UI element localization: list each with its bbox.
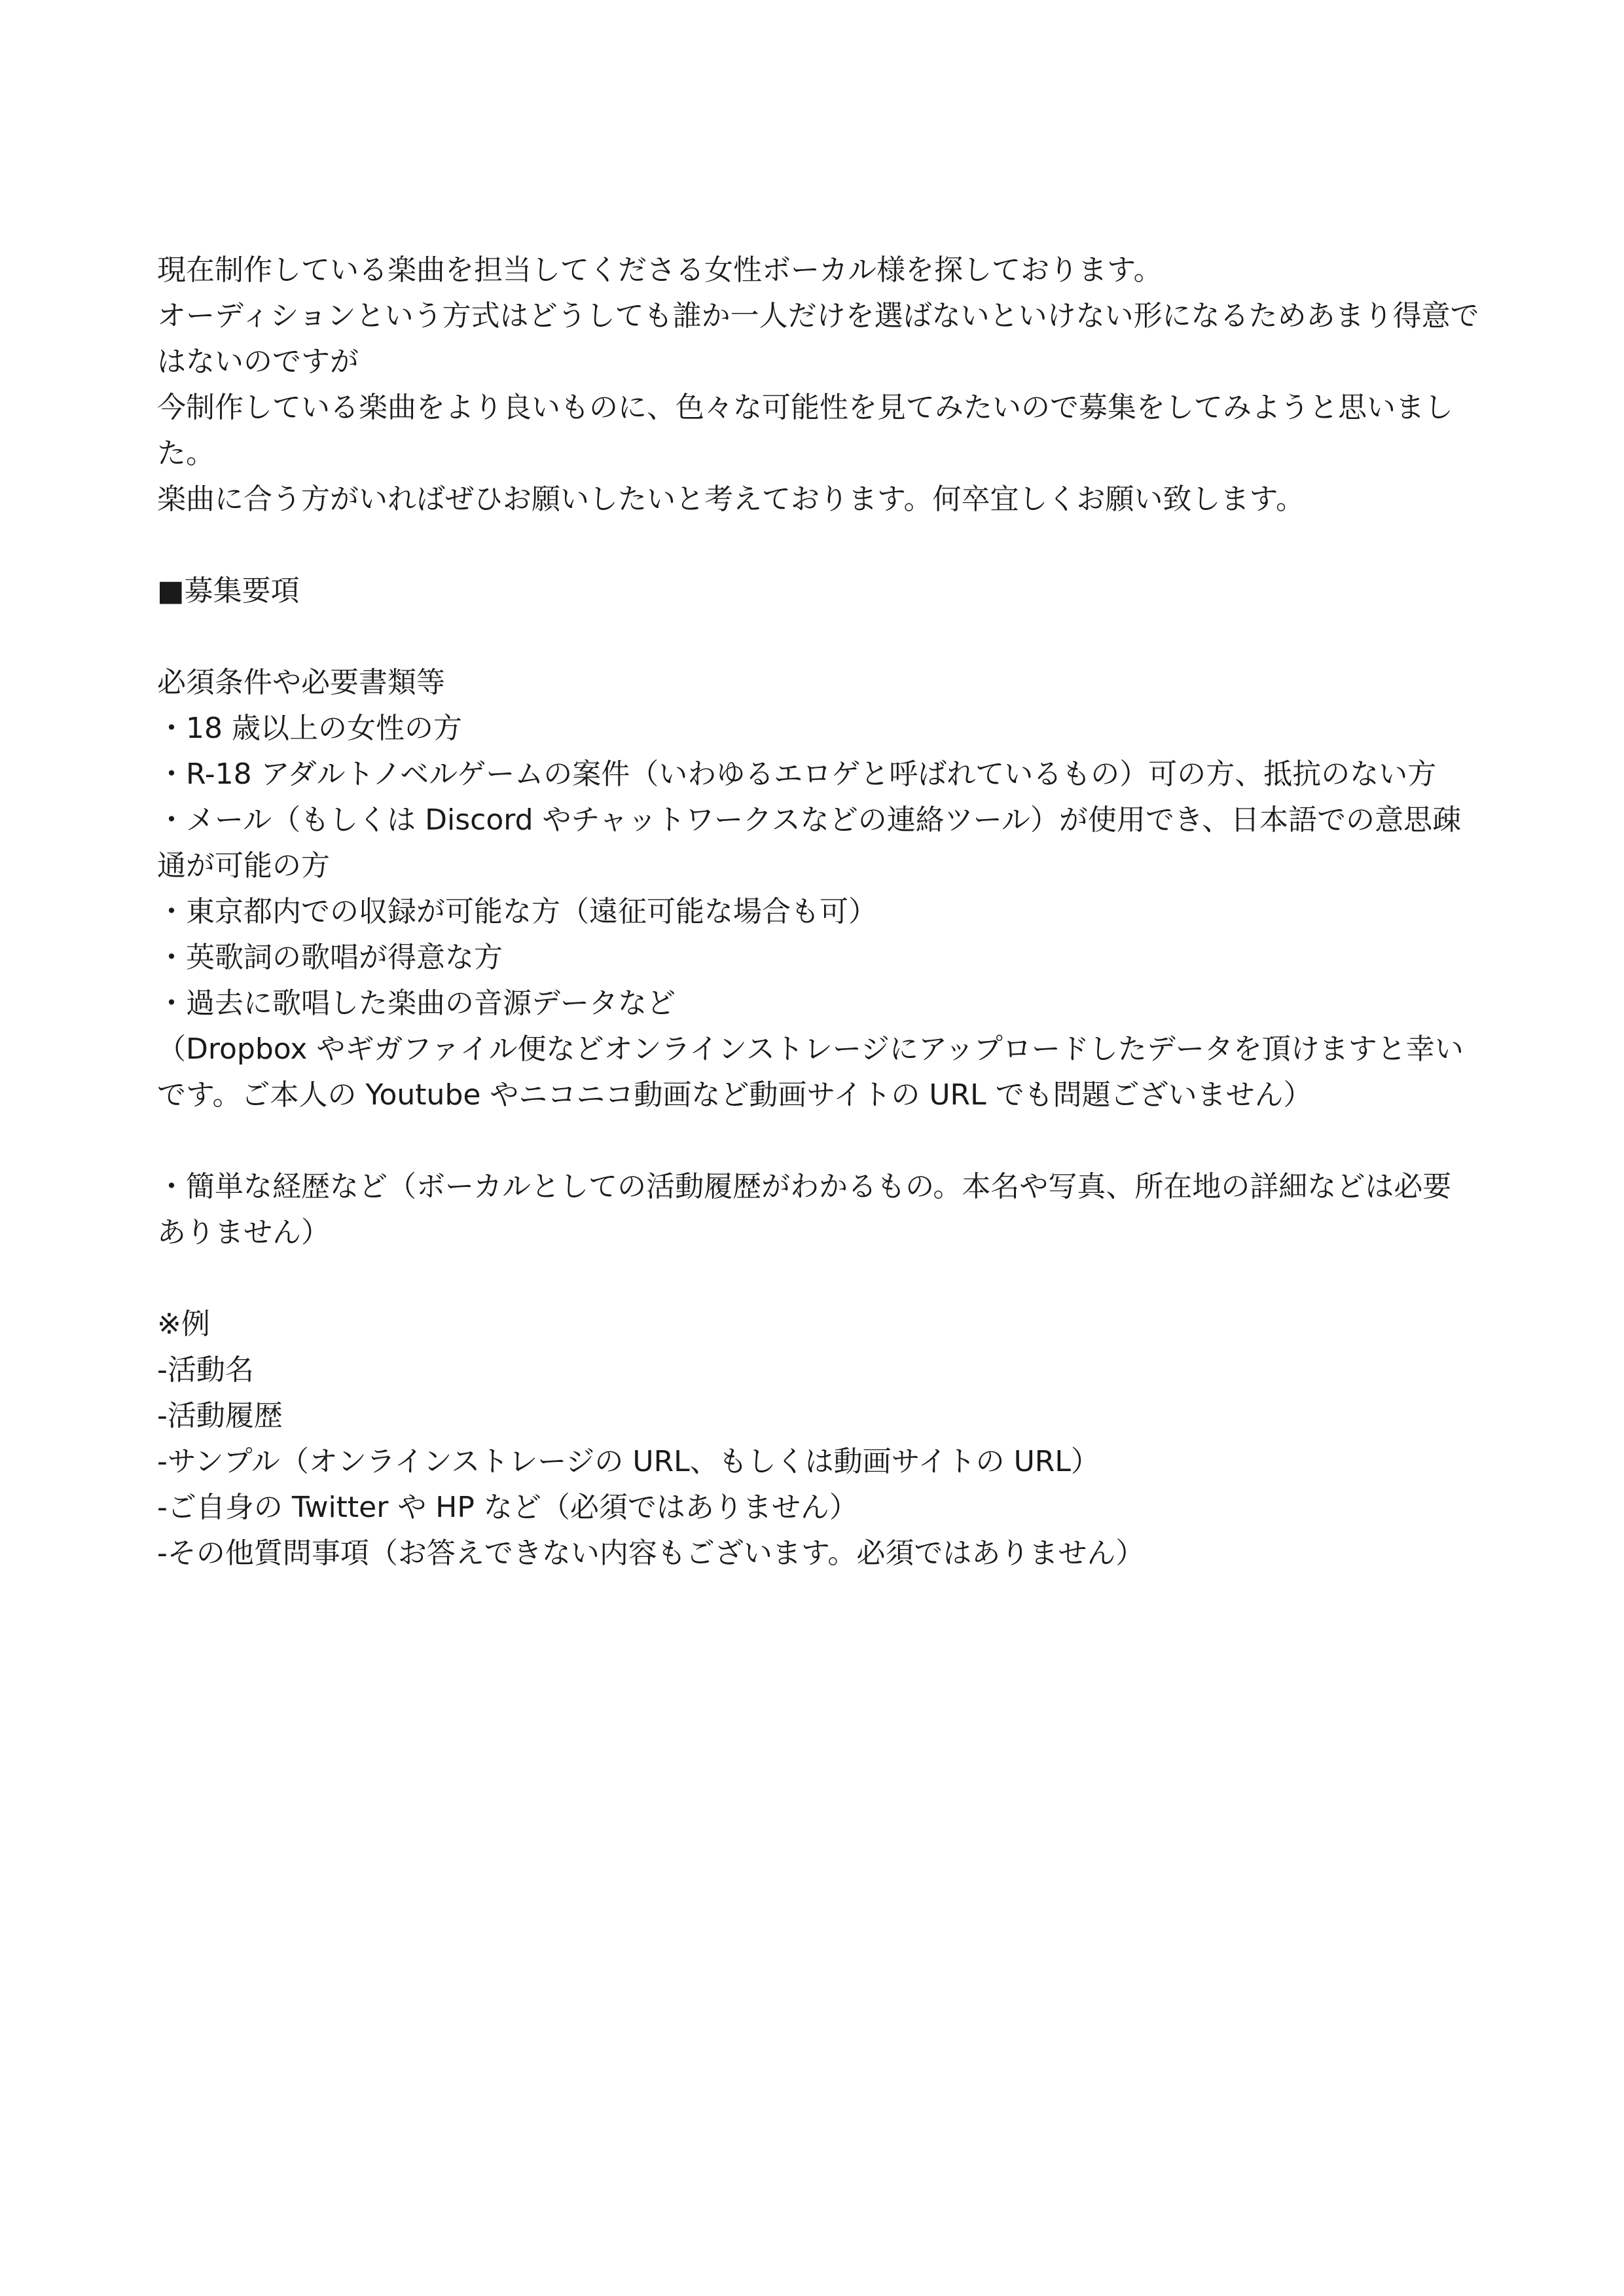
requirement-item: ・東京都内での収録が可能な方（遠征可能な場合も可） <box>157 895 877 928</box>
section-subheading: 必須条件や必要書類等 <box>157 666 445 699</box>
career-item: ・簡単な経歴など（ボーカルとしての活動履歴がわかるもの。本名や写真、所在地の詳細などは必要ありません） <box>157 1170 1452 1249</box>
example-label: ※例 <box>157 1307 210 1341</box>
requirement-item: ・過去に歌唱した楽曲の音源データなど <box>157 987 676 1020</box>
example-item: -活動履歴 <box>157 1399 283 1432</box>
example-item: -活動名 <box>157 1353 254 1387</box>
example-item: -ご自身の Twitter や HP など（必須ではありません） <box>157 1491 858 1524</box>
requirement-item: ・18 歳以上の女性の方 <box>157 712 462 745</box>
requirements-list <box>157 706 1479 1118</box>
requirement-item: ・メール（もしくは Discord やチャットワークスなどの連絡ツール）が使用でき、日本語での意思疎通が可能の方 <box>157 803 1462 883</box>
intro-paragraph-2: オーディションという方式はどうしても誰か一人だけを選ばないといけない形になるためあまり得意ではないのですが <box>157 299 1479 378</box>
intro-paragraph-4: 楽曲に合う方がいればぜひお願いしたいと考えております。何卒宜しくお願い致します。 <box>157 483 1305 516</box>
section-heading: ■募集要項 <box>157 574 300 608</box>
spacer <box>157 522 1479 568</box>
spacer <box>157 614 1479 660</box>
example-item: -サンプル（オンラインストレージの URL、もしくは動画サイトの URL） <box>157 1445 1100 1478</box>
intro-paragraph-1: 現在制作している楽曲を担当してくださる女性ボーカル様を探しております。 <box>157 253 1163 287</box>
intro-paragraph-3: 今制作している楽曲をより良いものに、色々な可能性を見てみたいので募集をしてみようと思いました。 <box>157 391 1453 470</box>
spacer <box>157 1256 1479 1302</box>
requirement-item: ・R-18 アダルトノベルゲームの案件（いわゆるエロゲと呼ばれているもの）可の方、抵抗のない方 <box>157 757 1437 791</box>
requirement-item: ・英歌詞の歌唱が得意な方 <box>157 941 503 974</box>
examples-list <box>157 1347 1479 1576</box>
document-body <box>157 247 1479 1576</box>
spacer <box>157 1118 1479 1164</box>
example-item: -その他質問事項（お答えできない内容もございます。必須ではありません） <box>157 1537 1145 1570</box>
requirement-item-note: （Dropbox やギガファイル便などオンラインストレージにアップロードしたデータを頂けますと幸いです。ご本人の Youtube やニコニコ動画など動画サイトの URL でも問題ございません） <box>157 1032 1464 1112</box>
